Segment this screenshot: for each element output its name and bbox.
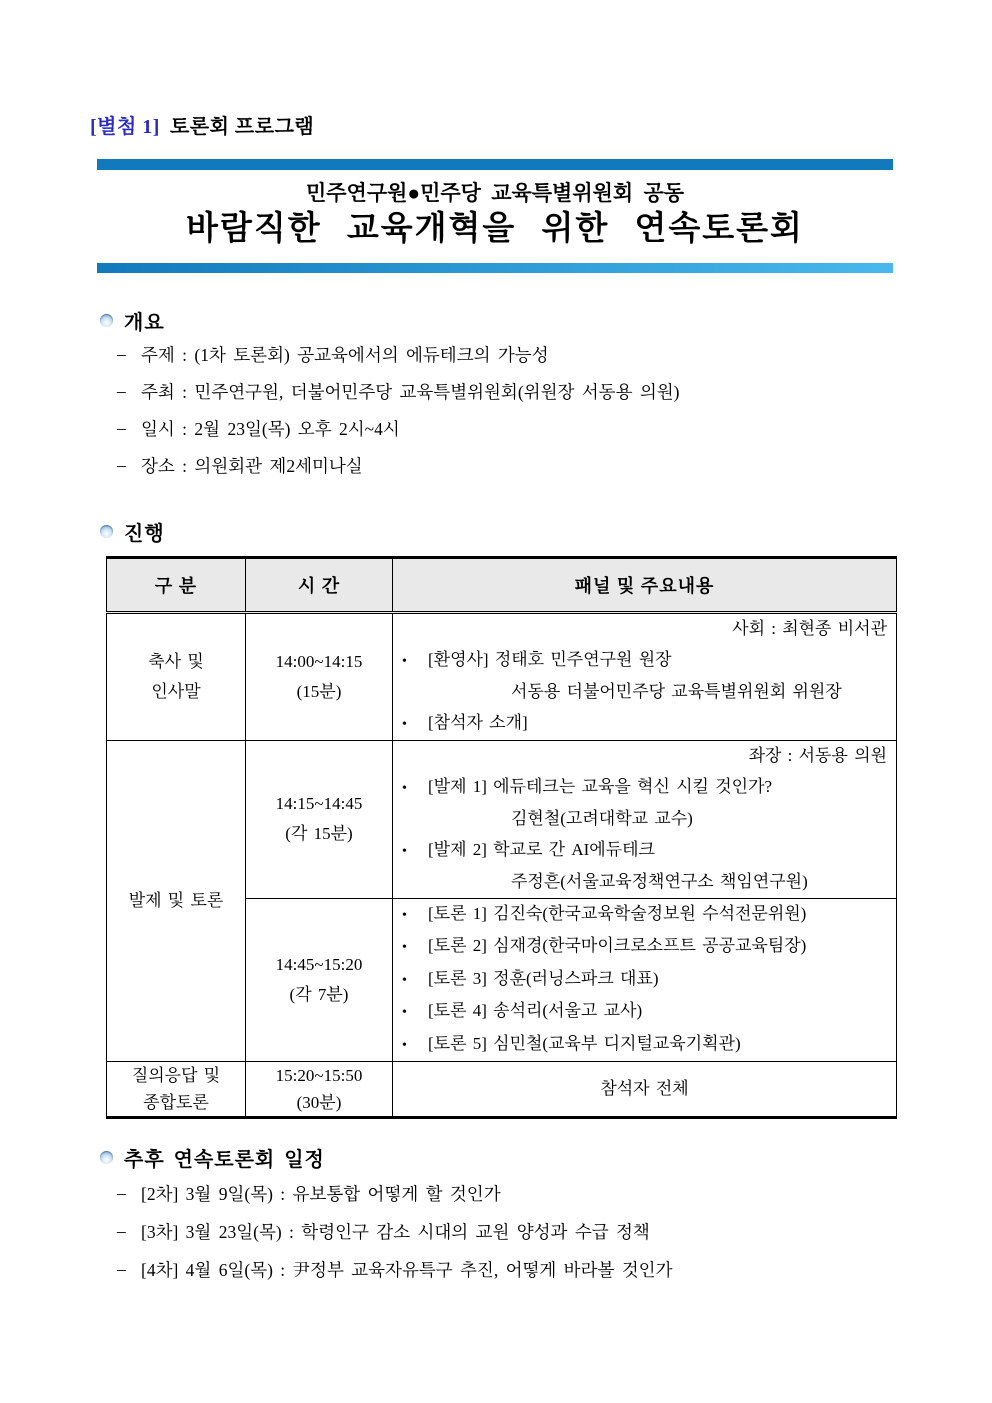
- time-cell: [246, 1062, 393, 1118]
- table-row-qna: [107, 1062, 897, 1118]
- content-text: [환영사] 정태호 민주연구원 원장: [428, 649, 672, 669]
- content-line: [393, 741, 896, 772]
- list-item: [117, 373, 679, 410]
- dash-icon: –: [117, 455, 126, 475]
- bullet-icon: •: [402, 716, 407, 732]
- table-row-presentations: [107, 741, 897, 899]
- bullet-icon: •: [402, 972, 407, 988]
- time-cell: [246, 741, 393, 899]
- list-item: [117, 410, 679, 447]
- content-cell: [393, 613, 897, 741]
- moderator-note: 사회 : 최현종 비서관: [732, 619, 887, 638]
- upcoming-list: [117, 1174, 673, 1288]
- time-range: 14:45~15:20: [275, 954, 363, 974]
- dash-icon: –: [117, 1220, 126, 1241]
- content-line: [393, 835, 896, 868]
- category-line: 축사 및: [148, 652, 204, 671]
- bullet-icon: •: [402, 780, 407, 796]
- table-header-time: 시 간: [246, 558, 393, 613]
- category-cell: [107, 613, 246, 741]
- content-line: [393, 996, 896, 1029]
- content-text: 김현철(고려대학교 교수): [511, 809, 693, 828]
- bullet-icon: •: [402, 907, 407, 923]
- bullet-icon: •: [402, 1005, 407, 1020]
- category-line: 질의응답 및: [131, 1066, 221, 1085]
- time-duration: (각 7분): [289, 984, 349, 1004]
- content-line: [393, 931, 896, 964]
- content-text: 서동용 더불어민주당 교육특별위원회 위원장: [511, 682, 842, 701]
- list-item: [117, 336, 679, 373]
- time-cell: [246, 613, 393, 741]
- list-item-text: 장소 : 의원회관 제2세미나실: [141, 456, 363, 476]
- table-row-opening: [107, 613, 897, 741]
- category-line: 종합토론: [143, 1093, 209, 1112]
- bullet-icon: •: [402, 1037, 407, 1053]
- content-line: [393, 1029, 896, 1062]
- time-duration: (30분): [296, 1093, 342, 1112]
- banner-top-bar: [97, 159, 893, 170]
- content-line: [393, 964, 896, 997]
- content-text: [토론 4] 송석리(서울고 교사): [428, 1001, 643, 1020]
- content-text: [참석자 소개]: [428, 712, 528, 732]
- content-text: [토론 5] 심민철(교육부 디지털교육기획관): [428, 1033, 741, 1053]
- category-cell: [107, 741, 246, 1062]
- bullet-orb-icon: [100, 525, 113, 538]
- dash-icon: –: [117, 418, 126, 438]
- table-header-content: 패널 및 주요내용: [393, 558, 897, 613]
- time-range: 15:20~15:50: [275, 1066, 363, 1085]
- proceedings-heading-label: 진행: [124, 523, 165, 545]
- chair-note: 좌장 : 서동용 의원: [748, 746, 887, 765]
- list-item: [117, 1250, 673, 1288]
- section-heading-proceedings: [100, 517, 165, 546]
- bullet-orb-icon: [100, 314, 113, 327]
- content-text: 주정흔(서울교육정책연구소 책임연구원): [511, 872, 808, 891]
- list-item: [117, 1212, 673, 1250]
- list-item: [117, 447, 679, 484]
- overview-heading-label: 개요: [124, 312, 165, 334]
- content-text: [토론 1] 김진숙(한국교육학술정보원 수석전문위원): [428, 903, 807, 923]
- content-line: [393, 677, 896, 708]
- content-text: [토론 3] 정훈(러닝스파크 대표): [428, 968, 659, 988]
- category-cell: [107, 1062, 246, 1118]
- time-cell: [246, 898, 393, 1062]
- content-line: [393, 772, 896, 805]
- list-item-text: 주제 : (1차 토론회) 공교육에서의 에듀테크의 가능성: [141, 345, 549, 365]
- attachment-label: [별첨 1]: [90, 116, 160, 138]
- banner-title: 바람직한 교육개혁을 위한 연속토론회: [186, 211, 804, 247]
- dash-icon: –: [117, 344, 126, 364]
- overview-list: [117, 336, 679, 484]
- dash-icon: –: [117, 381, 126, 401]
- content-cell: [393, 741, 897, 899]
- bullet-icon: •: [402, 940, 407, 955]
- upcoming-heading-label: 추후 연속토론회 일정: [124, 1149, 325, 1171]
- time-duration: (각 15분): [285, 824, 353, 844]
- bullet-icon: •: [402, 843, 407, 859]
- list-item-text: [4차] 4월 6일(목) : 尹정부 교육자유특구 추진, 어떻게 바라볼 것인가: [141, 1259, 673, 1280]
- content-line: [393, 867, 896, 898]
- content-line: [393, 614, 896, 645]
- time-duration: (15분): [296, 682, 342, 701]
- content-line: [393, 645, 896, 678]
- table-header-category: 구 분: [107, 558, 246, 613]
- list-item-text: [2차] 3월 9일(목) : 유보통합 어떻게 할 것인가: [141, 1183, 501, 1204]
- content-cell: [393, 898, 897, 1062]
- attachment-title: 토론회 프로그램: [169, 116, 315, 138]
- category-line: 발제 및 토론: [128, 891, 224, 910]
- table-header-row: [107, 558, 897, 613]
- list-item-text: 일시 : 2월 23일(목) 오후 2시~4시: [141, 419, 400, 439]
- content-text: [발제 2] 학교로 간 AI에듀테크: [428, 839, 655, 859]
- banner-bottom-bar: [97, 263, 893, 273]
- bullet-icon: •: [402, 653, 407, 669]
- content-cell: [393, 1062, 897, 1118]
- list-item: [117, 1174, 673, 1212]
- banner-subtitle: 민주연구원●민주당 교육특별위원회 공동: [305, 181, 685, 205]
- attachment-heading: [90, 110, 314, 139]
- proceedings-table: [106, 556, 897, 1119]
- content-line: [393, 899, 896, 932]
- bullet-orb-icon: [100, 1151, 113, 1164]
- list-item-text: 주최 : 민주연구원, 더불어민주당 교육특별위원회(위원장 서동용 의원): [141, 382, 680, 402]
- dash-icon: –: [117, 1258, 126, 1279]
- content-text: 참석자 전체: [600, 1078, 689, 1098]
- dash-icon: –: [117, 1182, 126, 1203]
- content-text: [발제 1] 에듀테크는 교육을 혁신 시킬 것인가?: [428, 776, 773, 796]
- content-line: [393, 708, 896, 741]
- time-range: 14:15~14:45: [275, 794, 363, 814]
- list-item-text: [3차] 3월 23일(목) : 학령인구 감소 시대의 교원 양성과 수급 정책: [141, 1221, 650, 1242]
- category-line: 인사말: [151, 682, 201, 701]
- section-heading-overview: [100, 306, 165, 335]
- time-range: 14:00~14:15: [275, 652, 363, 671]
- section-heading-upcoming: [100, 1143, 325, 1172]
- content-line: [393, 804, 896, 835]
- content-text: [토론 2] 심재경(한국마이크로소프트 공공교육팀장): [428, 936, 807, 955]
